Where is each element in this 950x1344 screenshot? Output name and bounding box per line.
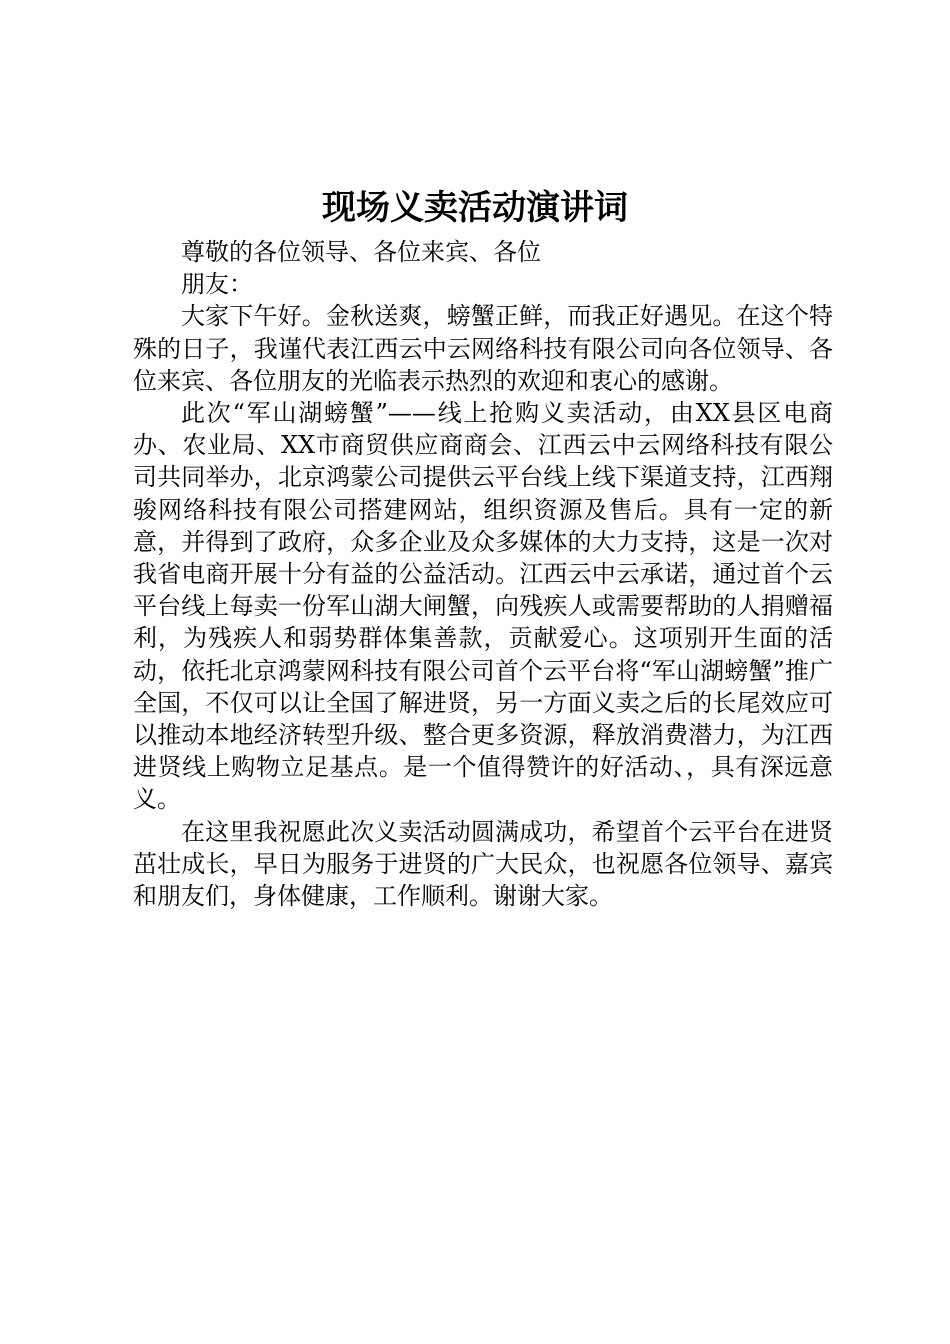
paragraph-closing: 在这里我祝愿此次义卖活动圆满成功，希望首个云平台在进贤茁壮成长，早日为服务于进贤的广大民众，也祝愿各位领导、嘉宾和朋友们，身体健康，工作顺利。谢谢大家。 bbox=[133, 817, 833, 911]
document-title: 现场义卖活动演讲词 bbox=[322, 188, 628, 228]
paragraph-greeting: 大家下午好。金秋送爽，螃蟹正鲜，而我正好遇见。在这个特殊的日子，我谨代表江西云中云网络科技有限公司向各位领导、各位来宾、各位朋友的光临表示热烈的欢迎和衷心的感谢。 bbox=[133, 302, 833, 395]
salutation-line-1: 尊敬的各位领导、各位来宾、各位 bbox=[181, 238, 541, 266]
document-body bbox=[133, 236, 833, 912]
paragraph-event-description: 此次“军山湖螃蟹”——线上抢购义卖活动，由XX县区电商办、农业局、XX市商贸供应商商会、江西云中云网络科技有限公司共同举办，北京鸿蒙公司提供云平台线上线下渠道支持，江西翔骏网络科技有限公司搭建网站，组织资源及售后。具有一定的新意，并得到了政府，众多企业及众多媒体的大力支持，这是一次对我省电商开展十分有益的公益活动。江西云中云承诺，通过首个云平台线上每卖一份军山湖大闸蟹，向残疾人或需要帮助的人捐赠福利，为残疾人和弱势群体集善款，贡献爱心。这项别开生面的活动，依托北京鸿蒙网科技有限公司首个云平台将“军山湖螃蟹”推广全国，不仅可以让全国了解进贤，另一方面义卖之后的长尾效应可以推动本地经济转型升级、整合更多资源，释放消费潜力，为江西进贤线上购物立足基点。是一个值得赞许的好活动、，具有深远意义。 bbox=[133, 399, 833, 814]
salutation-line-2: 朋友： bbox=[181, 270, 253, 299]
